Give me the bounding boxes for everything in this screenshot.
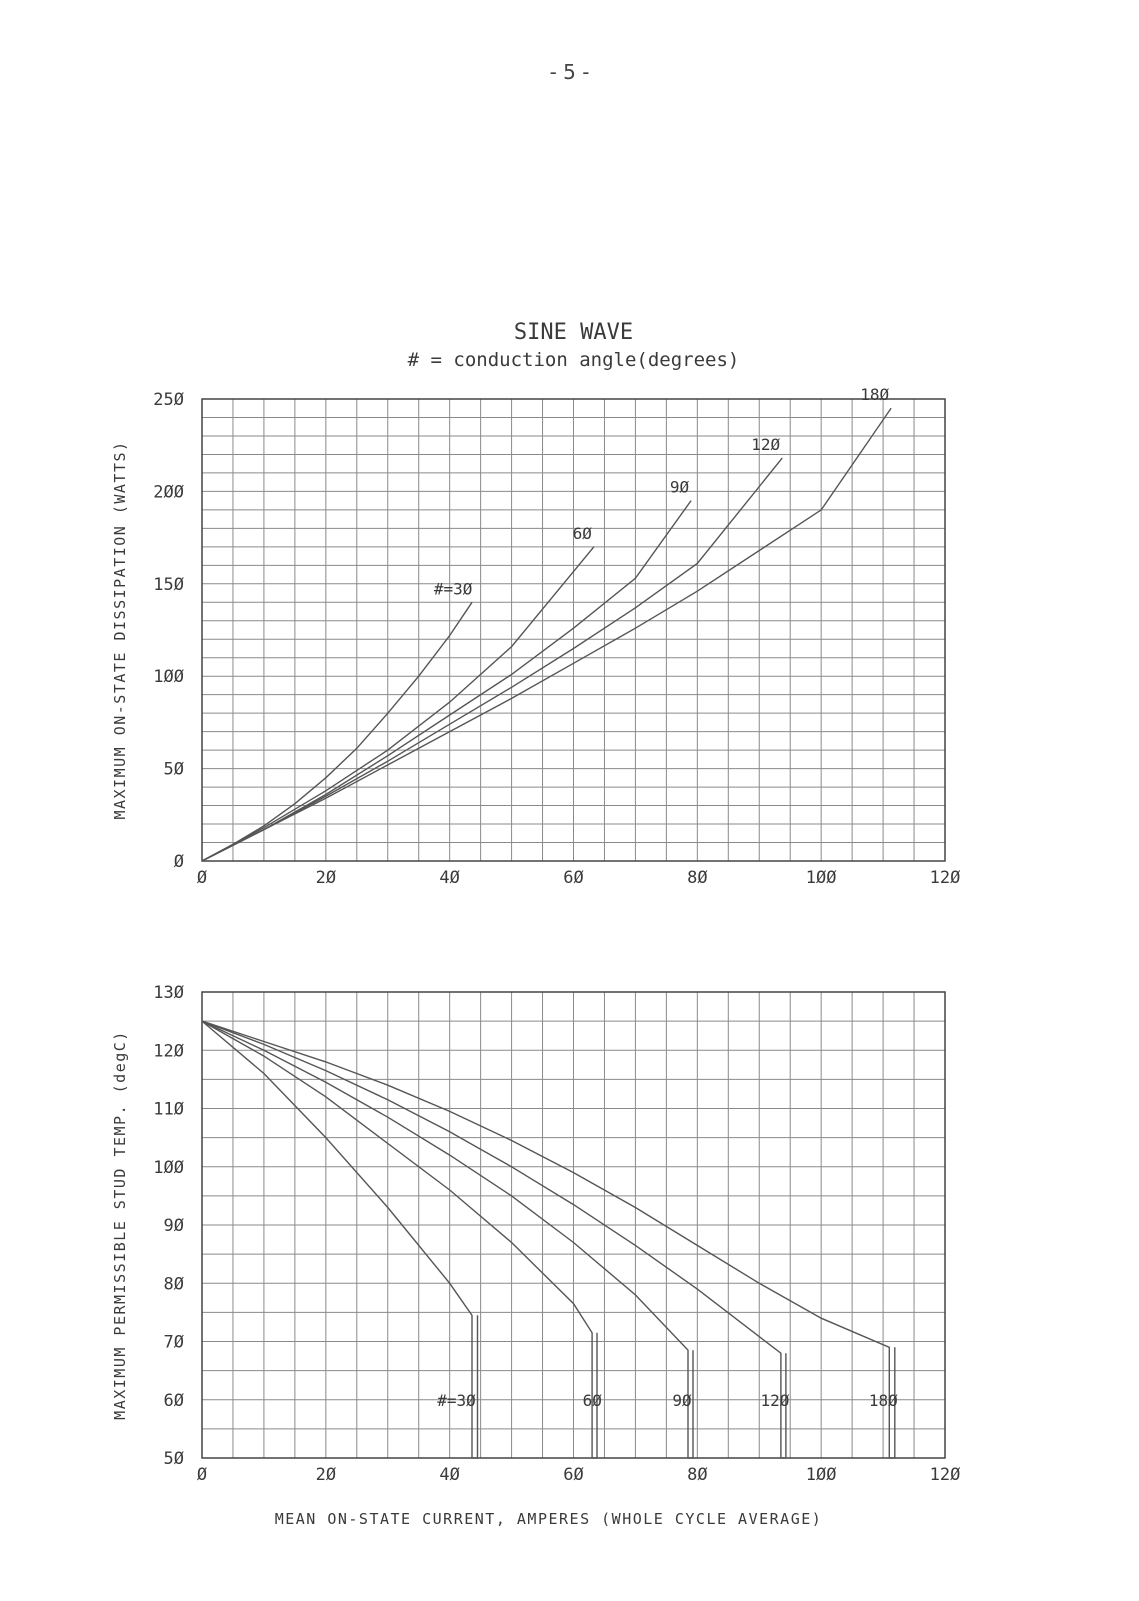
chart1-series-label: 9Ø [669,477,690,497]
chart2-x-tick-label: 1ØØ [805,1465,837,1485]
chart2-x-tick-label: 8Ø [687,1465,708,1485]
chart1-series-label: 18Ø [860,385,890,405]
chart1-series-label: 12Ø [751,435,781,455]
chart2-y-tick-label: 6Ø [163,1390,184,1411]
chart2-x-axis-label: MEAN ON-STATE CURRENT, AMPERES (WHOLE CYCLE AVERAGE) [274,1510,823,1528]
chart2-series-line [202,1021,597,1458]
chart2-series-line [202,1021,786,1458]
chart1-subtitle: # = conduction angle(degrees) [407,349,740,371]
chart1-y-tick-label: 15Ø [153,574,184,595]
chart1-x-tick-label: 12Ø [929,868,961,888]
chart2-y-tick-label: 7Ø [163,1332,184,1353]
chart2-y-tick-label: 12Ø [153,1041,184,1062]
chart2-y-tick-label: 5Ø [163,1449,184,1469]
chart2-y-axis-label: MAXIMUM PERMISSIBLE STUD TEMP. (degC) [111,1030,129,1420]
chart1-series-line [202,547,594,861]
page-number: - 5 - [549,60,590,84]
chart2-series-label: 6Ø [582,1390,602,1410]
chart1-y-tick-label: Ø [173,852,184,872]
chart1-y-tick-label: 25Ø [153,390,184,410]
chart2-series-line [202,1021,478,1458]
chart1-title: SINE WAVE [513,320,634,345]
chart1-y-tick-label: 2ØØ [153,482,184,503]
chart1-x-tick-label: 4Ø [439,868,460,888]
chart2-series-label: 9Ø [672,1390,692,1410]
chart2-y-tick-label: 13Ø [153,983,184,1003]
chart2-series-line [202,1021,895,1458]
chart1-series-line [202,458,782,861]
chart1-series-label: 6Ø [572,523,592,543]
chart1-x-tick-label: 6Ø [563,868,584,888]
chart2-x-tick-label: 2Ø [315,1465,337,1485]
chart1-x-tick-label: 2Ø [315,868,337,888]
chart1-y-axis-label: MAXIMUM ON-STATE DISSIPATION (WATTS) [111,440,129,820]
chart1-series-line [202,408,891,861]
chart1-series-label: #=3Ø [433,579,473,599]
chart2-y-tick-label: 8Ø [163,1274,184,1295]
chart2-y-tick-label: 11Ø [153,1099,184,1120]
chart2-series-label: #=3Ø [437,1390,476,1410]
chart1-series-line [202,501,691,861]
chart1-x-tick-label: Ø [196,868,208,888]
chart1-x-tick-label: 1ØØ [805,868,837,888]
chart2-y-tick-label: 1ØØ [153,1157,184,1178]
chart2-series-label: 18Ø [868,1390,898,1410]
chart2-x-tick-label: 12Ø [929,1465,961,1485]
chart2-x-tick-label: 4Ø [439,1465,460,1485]
chart2-x-tick-label: Ø [196,1465,208,1485]
chart2-series-label: 12Ø [760,1390,790,1410]
chart1-y-tick-label: 5Ø [163,759,184,780]
chart1-y-tick-label: 1ØØ [153,667,184,688]
chart1-x-tick-label: 8Ø [687,868,708,888]
chart2-x-tick-label: 6Ø [563,1465,584,1485]
chart2-y-tick-label: 9Ø [163,1216,184,1236]
